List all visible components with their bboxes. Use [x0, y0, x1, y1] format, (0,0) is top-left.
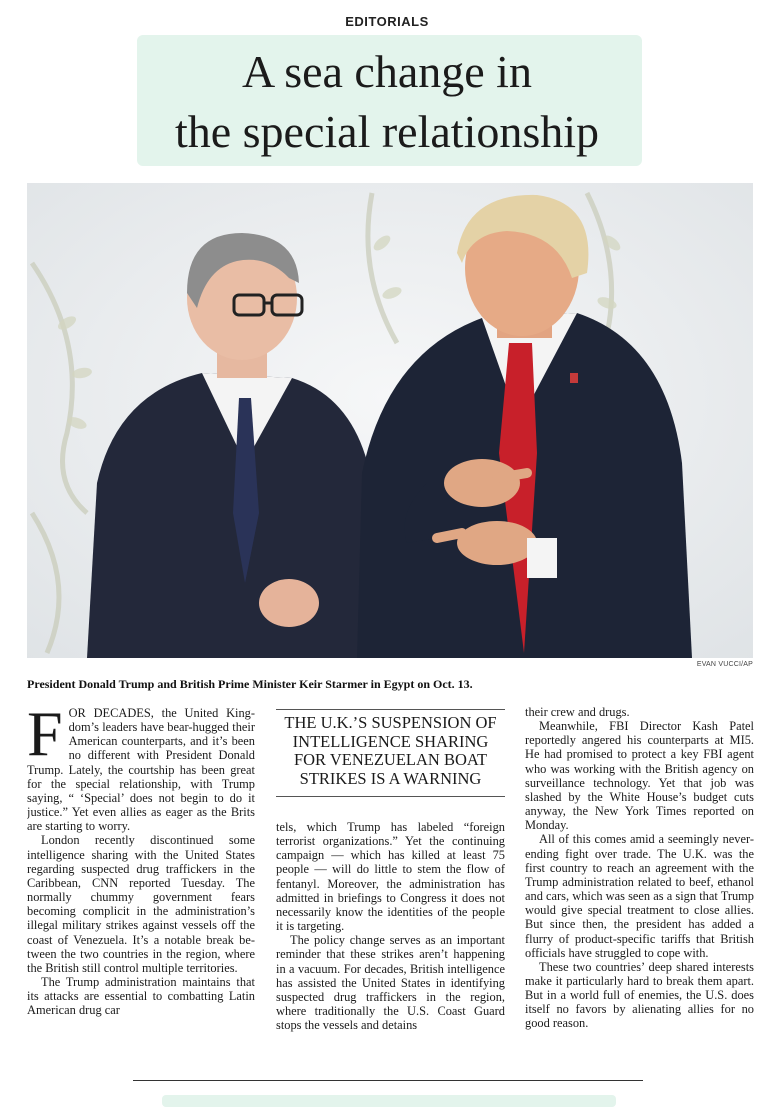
paragraph-text: OR DECADES, the United Kingdom’s leaders have bear-hugged their American counterparts, and it’s been no different with President Donald Trump. Lately, the courtship has been great for the special relationship, with Trump saying, “ ‘Special’ does not begin to do it justice.” Yet even allies as eager as the Brits are starting to worry.: [27, 706, 255, 834]
next-headline-box: [162, 1095, 616, 1107]
article-paragraph: their crew and drugs.: [525, 705, 630, 719]
photo-caption: President Donald Trump and British Prime Minister Keir Starmer in Egypt on Oct. 13.: [27, 677, 473, 691]
bottom-rule: [133, 1080, 643, 1081]
pull-quote-line: THE U.K.’S SUSPENSION OF: [284, 713, 497, 732]
article-paragraph: Meanwhile, FBI Director Kash Patel reportedly angered his counterparts at MI5. He had promised to protect a key FBI agent who was working with the British agency on surveillance technology. Yet that job was slashed by the White House’s budget cuts anyway, the New York Times reported on Monday.: [525, 719, 754, 833]
article-column-3: [525, 705, 754, 1070]
pull-quote: [276, 709, 505, 797]
article-paragraph: London recently discontinued some intelligence sharing with the United States regarding suspected drug traffickers in the Caribbean, CNN reported Tuesday. The normally chummy government fears becoming complicit in the administration’s illegal military strikes against vessels off the coast of Venezuela. It’s a notable break between the two countries in the region, where the British still control multiple territories.: [27, 833, 255, 975]
headline-line-1: A sea change in: [242, 46, 532, 97]
article-paragraph: The Trump administration maintains that its attacks are essential to combatting Latin American drug car: [27, 974, 255, 1018]
drop-cap: F: [27, 706, 63, 769]
headline-line-2: the special relationship: [174, 106, 600, 157]
article-column-2: [276, 820, 505, 1070]
article-paragraph: [27, 706, 255, 833]
article-paragraph: The policy change serves as an important reminder that these strikes aren’t happening in a vacuum. For decades, British intelligence has assisted the United States in identifying suspected drug traffickers in the region, where traditionally the U.S. Coast Guard stops the vessels and detains: [276, 933, 505, 1033]
pull-quote-line: FOR VENEZUELAN BOAT: [293, 750, 488, 769]
photo-illustration: [27, 183, 753, 658]
section-label: EDITORIALS: [345, 14, 429, 29]
article-paragraph: All of this comes amid a seemingly never-ending fight over trade. The U.K. was the first country to reach an agreement with the Trump administration related to beef, ethanol and cars, which was seen as a sign that Trump would give special treatment to close allies. But since then, the president has added a flurry of product-specific tariffs that British officials have struggled to cope with.: [525, 832, 754, 960]
pull-quote-line: INTELLIGENCE SHARING: [292, 731, 489, 751]
photo: [27, 183, 753, 658]
article-column-1: [27, 706, 255, 1070]
photo-credit: EVAN VUCCI/AP: [696, 661, 753, 668]
article-paragraph: tels, which Trump has labeled “foreign terrorist organizations.” Yet the continuing campaign — which has killed at least 75 people — will do little to stem the flow of fentanyl. Moreover, the administration has admitted in briefings to Congress it does not necessarily know the identities of the people it is targeting.: [276, 820, 505, 934]
pull-quote-line: STRIKES IS A WARNING: [299, 768, 482, 788]
article-paragraph: These two countries’ deep shared interests make it particularly hard to break them apart. But in a world full of enemies, the U.S. does itself no favors by alienating allies for no good reason.: [525, 959, 754, 1031]
